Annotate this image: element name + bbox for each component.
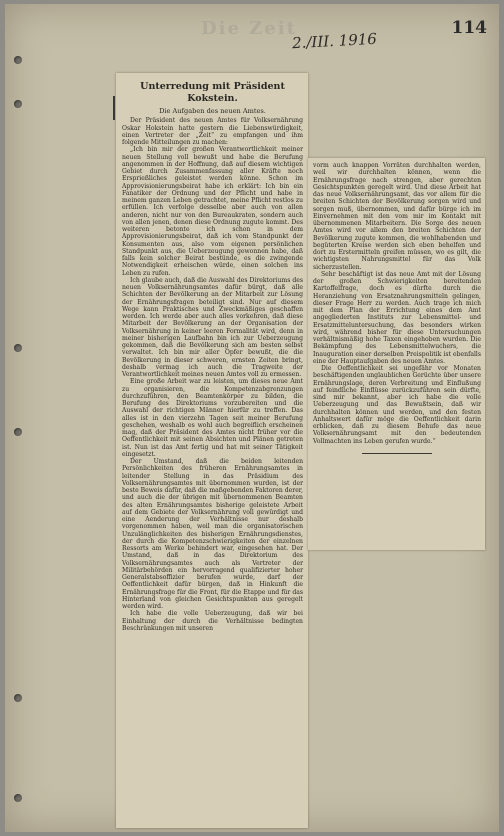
article-paragraph: Ich habe die volle Ueberzeugung, daß wir bei Einhaltung der durch die Verhältnisse bedingten Beschränkungen mit unseren xyxy=(122,610,303,632)
article-subheading: Die Aufgaben des neuen Amtes. xyxy=(159,107,266,115)
punch-hole xyxy=(14,100,22,108)
article-paragraph: Eine große Arbeit war zu leisten, um dieses neue Amt zu organisieren, die Kompetenzabgrenzungen durchzuführen, den Beamtenkörper zu bilden, die Berufung des Direktoriums vorzubereiten und die Auswahl der richtigen Männer hierfür zu treffen. Das alles ist in den vierzehn Tagen seit meiner Berufung geschehen, weshalb es wohl auch begreiflich erscheinen mag, daß der Präsident des Amtes nicht früher vor die Oeffentlichkeit mit seinen Absichten und Plänen getreten ist. Nun ist das Amt fertig und hat mit seiner Tätigkeit eingesetzt. xyxy=(122,378,303,458)
clipping-column-2 xyxy=(308,158,485,550)
article-paragraph: Der Präsident des neuen Amtes für Volksernährung Oskar Hokstein hatte gestern die Liebenswürdigkeit, einen Vertreter der „Zeit“ zu empfangen und ihm folgende Mitteilungen zu machen: xyxy=(122,117,303,146)
punch-hole xyxy=(14,344,22,352)
article-paragraph: Der Umstand, daß die beiden leitenden Persönlichkeiten des früheren Ernährungsamtes in leitender Stellung in das Präsidium des Volksernährungsamtes mit übernommen wurden, ist der beste Beweis dafür, daß die maßgebenden Faktoren derer, und auch die der übrigen mit übernommenen Beamten des alten Ernährungsamtes bisherige geleistete Arbeit auf dem Gebiete der Volksernährung voll gewürdigt und eine Aenderung der Verhältnisse nur deshalb vorgenommen haben, weil man die organisatorischen Unzulänglichkeiten des bisherigen Ernährungsdienstes, der durch die Kompetenzschwierigkeiten der einzelnen Ressorts am Werke behindert war, eingesehen hat. Der Umstand, daß in das Direktorium des Volksernährungsamtes auch als Vertreter der Militärbehörden ein hervorragend qualifizierter hoher Generalstabsoffizier berufen wurde, darf der Oeffentlichkeit dafür bürgen, daß in Hinkunft die Ernährungsfrage für die Front, für die Etappe und für das Hinterland von gleichen Gesichtspunkten aus geregelt werden wird. xyxy=(122,458,303,610)
article-headline: Unterredung mit Präsident Kokstein. xyxy=(140,81,285,104)
article-paragraph: „Ich bin mir der großen Verantwortlichkeit meiner neuen Stellung voll bewußt und habe die Berufung angenommen in der Hoffnung, daß auf diesem wichtigen Gebiet durch Zusammenfassung aller Kräfte noch Ersprießliches geleistet werden könne. Schon im Approvisionierungsbeirat habe ich erklärt: Ich bin ein Fanatiker der Ordnung und der Pflicht und habe in meinem ganzen Leben getrachtet, meine Pflicht restlos zu erfüllen. Ich verfolge desselbe aber auch von allen anderen, nicht nur von den Bureaukraten, sondern auch von allen jenen, denen diese Ordnung zugute kommt. Des weiteren betonte ich schon in dem Approvisionierungsbeirat, daß ich vom Standpunkt der Konsumenten aus, also vom eigenen persönlichen Standpunkt aus, die Ueberzeugung gewonnen habe, daß falls kein solcher Beirat bestünde, es die zwingende Notwendigkeit erheischen würde, einen solchen ins Leben zu rufen. xyxy=(122,146,303,277)
page-number: 114 xyxy=(451,18,487,38)
punch-hole xyxy=(14,56,22,64)
punch-hole xyxy=(14,428,22,436)
article-paragraph: Ich glaube auch, daß die Auswahl des Direktoriums des neuen Volksernährungsamtes dafür bürgt, daß alle Schichten der Bevölkerung an der Mitarbeit zur Lösung der Ernährungsfragen beteiligt sind. Nur auf diesem Wege kann Praktisches und Zweckmäßiges geschaffen werden. Ich werde aber auch alles vorkehren, daß diese Mitarbeit der Bevölkerung an der Organisation der Volksernährung in keiner leeren Formalität wird, denn in meiner bisherigen Laufbahn bin ich zur Ueberzeugung gekommen, daß die Bevölkerung sich am besten selbst verwaltet. Ich bin mir aller Opfer bewußt, die die Bevölkerung in dieser schweren, ernsten Zeiten bringt, deshalb vermag ich auch die Tragweite der Verantwortlichkeit meines neuen Amtes voll zu ermessen. xyxy=(122,276,303,378)
end-rule xyxy=(362,453,432,454)
article-paragraph: vorm auch knappen Vorräten durchhalten werden, weil wir durchhalten können, wenn die Ernährungsfrage nach strengen, aber gerechten Gesichtspunkten geregelt wird. Und diese Arbeit hat das neue Volksernährungsamt, das vor allem für die breiten Schichten der Bevölkerung sorgen wird und sorgen muß, übernommen, und dafür bürge ich im Einvernehmen mit den vom mir im Kontakt mit übernommenen Mitarbeitern. Die Sorge des neuen Amtes wird vor allem den breiten Schichten der Bevölkerung zugute kommen, die wohlhabenden und begüterten Kreise werden sich eben behelfen und dort zu Erstermitteln greifen müssen, wo es gilt, die wichtigsten Nahrungsmittel für das Volk sicherzustellen. xyxy=(313,162,481,271)
margin-mark xyxy=(113,96,115,120)
newspaper-masthead: Die Zeit xyxy=(201,18,297,39)
article-paragraph: Die Oeffentlichkeit sei ungefähr vor Monaten beschäftigenden unglaublichen Gerüchte über unsere Ernährungslage, deren Verbreitung und Einflußung auf feindliche Einflüsse zurückzuführen sein dürfte, sind mir bekannt, aber ich habe die volle Ueberzeugung und das Bewußtsein, daß wir durchhalten können und werden, und den festen Anhaltswert dafür möge die Oeffentlichkeit darin erblicken, daß zu diesem Behufe das neue Volksernährungsamt mit den bedeutenden Vollmachten ins Leben gerufen wurde.“ xyxy=(313,365,481,445)
article-paragraph: Sehr beschäftigt ist das neue Amt mit der Lösung der großen Schwierigkeiten bereitenden Kartoffelfrage, doch es dürfte durch die Heranziehung von Ersatznahrungsmitteln gelingen, dieser Frage Herr zu werden. Auch trage ich mich mit dem Plan der Errichtung eines dem Amt angegliederten Instituts zur Lebensmittel- und Ersatzmitteluntersuchung, das besonders wirken wird, während bisher für diese Untersuchungen verhältnismäßig hohe Taxen eingehoben wurden. Die Bekämpfung des Lebensmittelwuchers, die Inauguration einer derselben Preispolitik ist ebenfalls eine der Hauptaufgaben des neuen Amtes. xyxy=(313,270,481,365)
punch-hole xyxy=(14,794,22,802)
clipping-column-1 xyxy=(116,73,308,828)
handwritten-date: 2./III. 1916 xyxy=(291,29,378,53)
punch-hole xyxy=(14,694,22,702)
